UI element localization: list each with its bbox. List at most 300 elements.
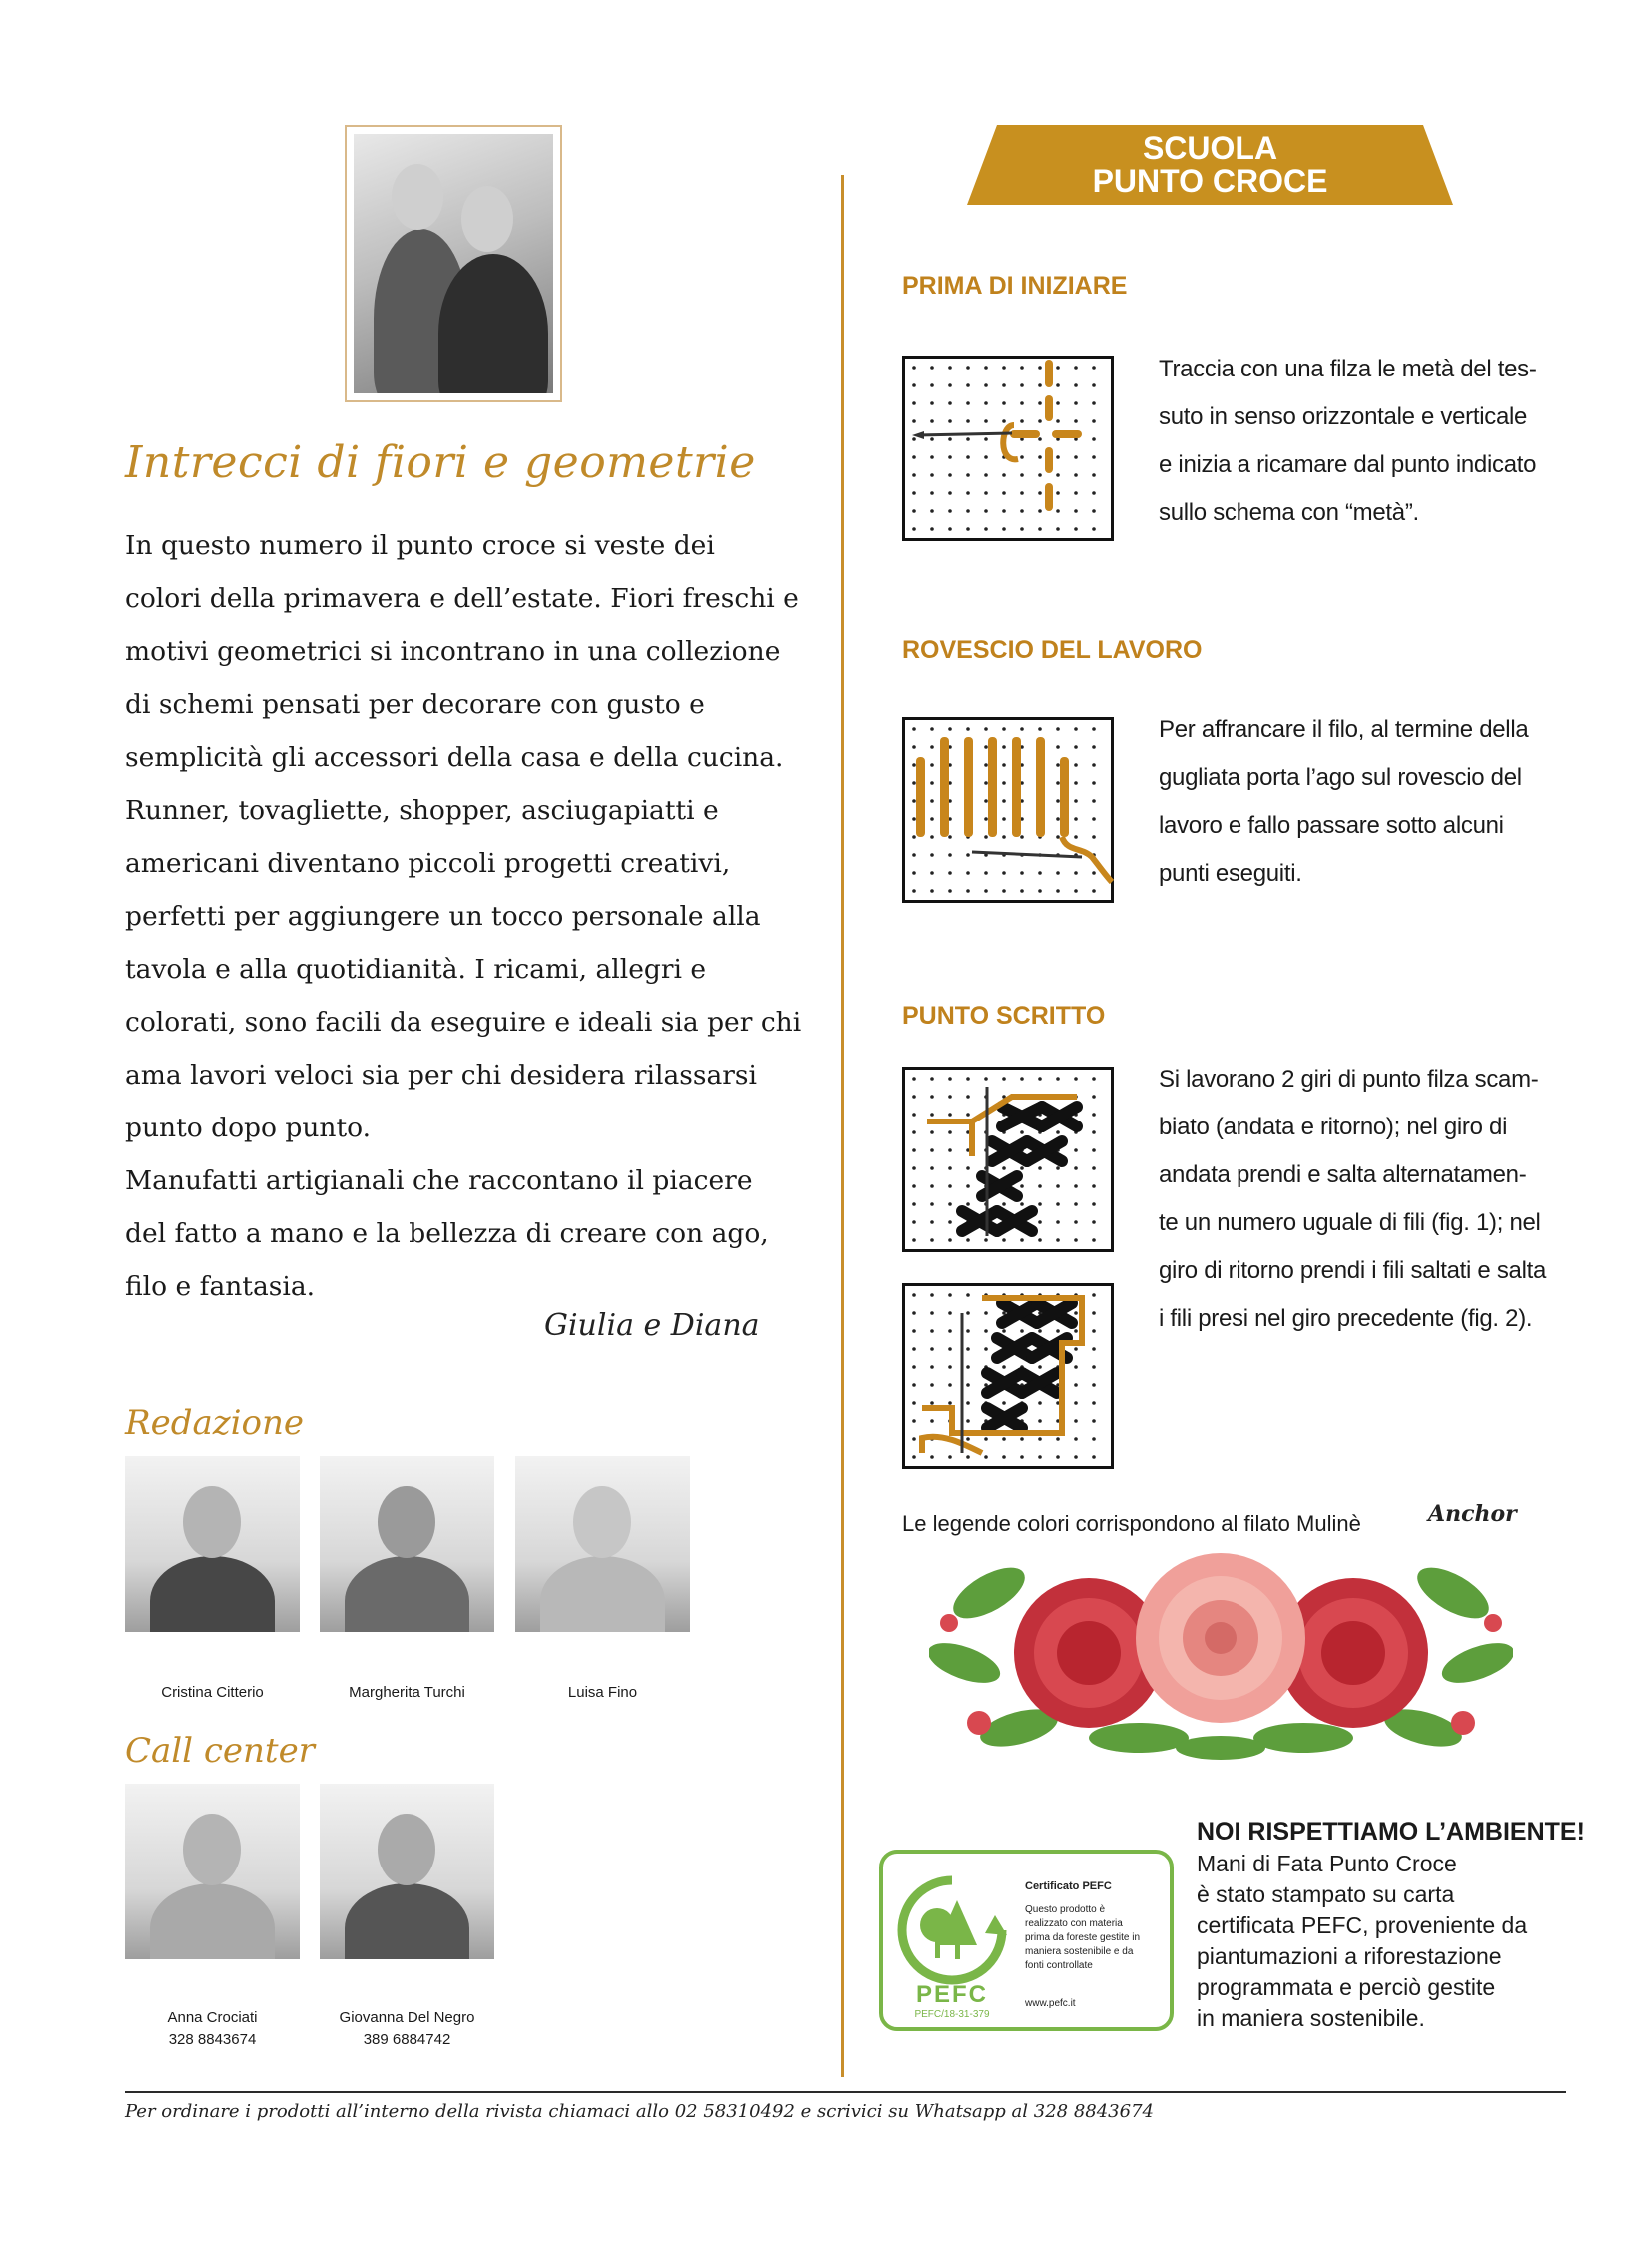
- fabric-dot: [984, 473, 988, 477]
- fabric-dot: [984, 835, 988, 839]
- fabric-dot: [966, 727, 970, 731]
- fabric-dot: [930, 527, 934, 531]
- editorial-text: [125, 519, 804, 1313]
- fabric-dot: [930, 817, 934, 821]
- fabric-dot: [948, 1293, 952, 1297]
- fabric-dot: [966, 419, 970, 423]
- section-line: sullo schema con “metà”.: [1159, 499, 1419, 526]
- fabric-dot: [1002, 889, 1006, 893]
- fabric-dot: [1056, 401, 1060, 405]
- fabric-dot: [984, 1437, 988, 1441]
- fabric-dot: [948, 473, 952, 477]
- staff-photo-margherita: [320, 1456, 494, 1632]
- fabric-dot: [1056, 781, 1060, 785]
- environment-line: certificata PEFC, proveniente da: [1197, 1912, 1528, 1938]
- fabric-dot: [984, 1329, 988, 1333]
- fabric-dot: [1002, 383, 1006, 387]
- fabric-dot: [1074, 1401, 1078, 1405]
- fabric-dot: [1002, 1166, 1006, 1170]
- fabric-dot: [1038, 1455, 1042, 1459]
- fabric-dot: [1002, 1401, 1006, 1405]
- pefc-line: Questo prodotto è: [1025, 1904, 1106, 1915]
- diagram-punto-scritto-fig1: [902, 1067, 1114, 1252]
- fabric-dot: [948, 1113, 952, 1117]
- editorial-line: filo e fantasia.: [125, 1271, 316, 1302]
- fabric-dot: [984, 781, 988, 785]
- fabric-dot: [1092, 527, 1096, 531]
- pefc-line: maniera sostenibile e da: [1025, 1946, 1134, 1957]
- fabric-dot: [1074, 1419, 1078, 1423]
- section-line: gugliata porta l’ago sul rovescio del: [1159, 764, 1522, 791]
- staff-photo-luisa: [515, 1456, 690, 1632]
- fabric-dot: [1074, 835, 1078, 839]
- fabric-dot: [1092, 419, 1096, 423]
- fabric-dot: [948, 437, 952, 441]
- fabric-dot: [1038, 1238, 1042, 1242]
- fabric-dot: [984, 366, 988, 370]
- fabric-dot: [1056, 745, 1060, 749]
- fabric-dot: [930, 1401, 934, 1405]
- fabric-dot: [1092, 745, 1096, 749]
- fabric-dot: [912, 1383, 916, 1387]
- fabric-dot: [1056, 1077, 1060, 1081]
- fabric-dot: [1038, 437, 1042, 441]
- fabric-dot: [1092, 1113, 1096, 1117]
- fabric-dot: [1002, 419, 1006, 423]
- fabric-dot: [966, 1293, 970, 1297]
- environment-title: NOI RISPETTIAMO L’AMBIENTE!: [1197, 1818, 1585, 1846]
- section-line: Si lavorano 2 giri di punto filza scam-: [1159, 1066, 1539, 1093]
- fabric-dot: [912, 1220, 916, 1224]
- fabric-dot: [1002, 1202, 1006, 1206]
- fabric-dot: [930, 509, 934, 513]
- fabric-dot: [1092, 1095, 1096, 1099]
- fabric-dot: [1020, 1184, 1024, 1188]
- fabric-dot: [984, 419, 988, 423]
- fabric-dot: [1056, 1238, 1060, 1242]
- fabric-dot: [1020, 1077, 1024, 1081]
- fabric-dot: [930, 1311, 934, 1315]
- staff-name: Luisa Fino: [567, 1684, 638, 1701]
- fabric-dot: [966, 383, 970, 387]
- fabric-dot: [966, 491, 970, 495]
- fabric-dot: [948, 1130, 952, 1134]
- fabric-dot: [912, 1293, 916, 1297]
- fabric-dot: [912, 1184, 916, 1188]
- fabric-dot: [930, 437, 934, 441]
- editorial-line: perfetti per aggiungere un tocco personale alla: [125, 901, 761, 932]
- fabric-dot: [1092, 727, 1096, 731]
- staff-photo-anna: [125, 1784, 300, 1959]
- fabric-dot: [984, 383, 988, 387]
- editorial-line: colorati, sono facili da eseguire e ideali sia per chi: [125, 1007, 802, 1038]
- environment-text: [1197, 1849, 1566, 2034]
- fabric-dot: [948, 366, 952, 370]
- fabric-dot: [1038, 527, 1042, 531]
- fabric-dot: [930, 853, 934, 857]
- redazione-title: Redazione: [125, 1403, 305, 1443]
- fabric-dot: [1038, 1419, 1042, 1423]
- fabric-dot: [1056, 1166, 1060, 1170]
- fabric-dot: [966, 1347, 970, 1351]
- section-line: punti eseguiti.: [1159, 860, 1302, 887]
- editorial-line: di schemi pensati per decorare con gusto e: [125, 689, 705, 720]
- fabric-dot: [1074, 1311, 1078, 1315]
- fabric-dot: [1002, 781, 1006, 785]
- fabric-dot: [1002, 727, 1006, 731]
- fabric-dot: [930, 401, 934, 405]
- fabric-dot: [1056, 1220, 1060, 1224]
- fabric-dot: [912, 1347, 916, 1351]
- fabric-dot: [1092, 1130, 1096, 1134]
- fabric-dot: [1020, 419, 1024, 423]
- fabric-dot: [1020, 1238, 1024, 1242]
- fabric-dot: [912, 889, 916, 893]
- fabric-dot: [1092, 817, 1096, 821]
- fabric-dot: [1092, 383, 1096, 387]
- fabric-dot: [984, 745, 988, 749]
- pefc-code: PEFC/18-31-379: [914, 2009, 990, 2020]
- fabric-dot: [1020, 491, 1024, 495]
- fabric-dot: [1092, 1383, 1096, 1387]
- fabric-dot: [948, 1329, 952, 1333]
- fabric-dot: [984, 889, 988, 893]
- editorial-line: Manufatti artigianali che raccontano il piacere: [125, 1165, 753, 1196]
- section-line: suto in senso orizzontale e verticale: [1159, 403, 1528, 430]
- fabric-dot: [1038, 383, 1042, 387]
- fabric-dot: [1002, 509, 1006, 513]
- section-text-scritto: [1159, 1056, 1546, 1343]
- fabric-dot: [1002, 1437, 1006, 1441]
- fabric-dot: [930, 835, 934, 839]
- fabric-dot: [1074, 1383, 1078, 1387]
- staff-photo-giovanna: [320, 1784, 494, 1959]
- fabric-dot: [912, 1202, 916, 1206]
- fabric-dot: [930, 1329, 934, 1333]
- fabric-dot: [984, 1238, 988, 1242]
- fabric-dot: [1074, 1365, 1078, 1369]
- fabric-dot: [930, 491, 934, 495]
- fabric-dot: [966, 1113, 970, 1117]
- fabric-dot: [1074, 1455, 1078, 1459]
- column-divider: [841, 175, 844, 2077]
- fabric-dot: [1038, 401, 1042, 405]
- section-line: Per affrancare il filo, al termine della: [1159, 716, 1529, 743]
- fabric-dot: [1002, 763, 1006, 767]
- editorial-line: ama lavori veloci sia per chi desidera rilassarsi: [125, 1060, 757, 1091]
- fabric-dot: [930, 1130, 934, 1134]
- fabric-dot: [984, 799, 988, 803]
- fabric-dot: [984, 491, 988, 495]
- fabric-dot: [1020, 727, 1024, 731]
- fabric-dot: [1002, 871, 1006, 875]
- fabric-dot: [1038, 1166, 1042, 1170]
- fabric-dot: [984, 727, 988, 731]
- fabric-dot: [1038, 1437, 1042, 1441]
- fabric-dot: [1056, 727, 1060, 731]
- fabric-dot: [1074, 366, 1078, 370]
- anchor-logo: Anchor: [1428, 1501, 1517, 1527]
- fabric-dot: [1038, 889, 1042, 893]
- fabric-dot: [948, 455, 952, 459]
- fabric-dot: [1074, 491, 1078, 495]
- fabric-dot: [966, 1437, 970, 1441]
- fabric-dot: [1038, 1220, 1042, 1224]
- fabric-dot: [1074, 473, 1078, 477]
- fabric-dot: [930, 1148, 934, 1152]
- fabric-dot: [1056, 491, 1060, 495]
- fabric-dot: [984, 871, 988, 875]
- fabric-dot: [912, 419, 916, 423]
- fabric-dot: [984, 1455, 988, 1459]
- fabric-dot: [966, 1455, 970, 1459]
- fabric-dot: [912, 1329, 916, 1333]
- fabric-dot: [1092, 799, 1096, 803]
- pefc-line: realizzato con materia: [1025, 1918, 1123, 1929]
- fabric-dot: [966, 1184, 970, 1188]
- fabric-dot: [1038, 1401, 1042, 1405]
- cross-stitch-roses-illustration: [929, 1553, 1513, 1763]
- fabric-dot: [948, 1311, 952, 1315]
- fabric-dot: [1092, 1220, 1096, 1224]
- fabric-dot: [948, 1166, 952, 1170]
- fabric-dot: [1002, 401, 1006, 405]
- section-text-prima: [1159, 346, 1537, 537]
- fabric-dot: [1020, 871, 1024, 875]
- fabric-dot: [1074, 527, 1078, 531]
- fabric-dot: [930, 383, 934, 387]
- diagram-rovescio-del-lavoro: [902, 717, 1114, 903]
- fabric-dot: [1056, 383, 1060, 387]
- fabric-dot: [1056, 509, 1060, 513]
- pefc-line: fonti controllate: [1025, 1960, 1093, 1971]
- fabric-dot: [1038, 1202, 1042, 1206]
- fabric-dot: [912, 727, 916, 731]
- fabric-dot: [1038, 727, 1042, 731]
- fabric-dot: [912, 527, 916, 531]
- fabric-dot: [948, 727, 952, 731]
- fabric-dot: [1056, 1437, 1060, 1441]
- fabric-dot: [984, 817, 988, 821]
- fabric-dot: [984, 455, 988, 459]
- fabric-dot: [1074, 1238, 1078, 1242]
- fabric-dot: [912, 817, 916, 821]
- fabric-dot: [984, 527, 988, 531]
- section-line: biato (andata e ritorno); nel giro di: [1159, 1114, 1508, 1140]
- fabric-dot: [966, 1401, 970, 1405]
- fabric-dot: [1002, 366, 1006, 370]
- pefc-logo-text: PEFC: [915, 1981, 988, 2008]
- fabric-dot: [966, 473, 970, 477]
- fabric-dot: [912, 1077, 916, 1081]
- fabric-dot: [1020, 527, 1024, 531]
- staff-photo-cristina: [125, 1456, 300, 1632]
- fabric-dot: [948, 853, 952, 857]
- fabric-dot: [1074, 1202, 1078, 1206]
- fabric-dot: [1038, 1077, 1042, 1081]
- fabric-dot: [1092, 1148, 1096, 1152]
- fabric-dot: [966, 1419, 970, 1423]
- fabric-dot: [912, 1455, 916, 1459]
- fabric-dot: [1092, 835, 1096, 839]
- pefc-description: [1025, 1903, 1170, 1973]
- fabric-dot: [1002, 745, 1006, 749]
- fabric-dot: [1038, 509, 1042, 513]
- fabric-dot: [1092, 1401, 1096, 1405]
- pefc-certificate-box: [879, 1850, 1174, 2031]
- section-line: giro di ritorno prendi i fili saltati e salta: [1159, 1257, 1547, 1284]
- fabric-dot: [930, 1455, 934, 1459]
- fabric-dot: [984, 763, 988, 767]
- fabric-dot: [966, 455, 970, 459]
- fabric-dot: [948, 871, 952, 875]
- fabric-dot: [966, 1329, 970, 1333]
- fabric-dot: [1038, 473, 1042, 477]
- fabric-dot: [1092, 1311, 1096, 1315]
- fabric-dot: [1074, 1220, 1078, 1224]
- fabric-dot: [1074, 419, 1078, 423]
- fabric-dot: [1092, 1347, 1096, 1351]
- fabric-dot: [1092, 1202, 1096, 1206]
- fabric-dot: [1074, 1184, 1078, 1188]
- fabric-dot: [912, 1419, 916, 1423]
- fabric-dot: [966, 871, 970, 875]
- fabric-dot: [930, 1202, 934, 1206]
- fabric-dot: [948, 1077, 952, 1081]
- fabric-dot: [1074, 871, 1078, 875]
- fabric-dot: [1092, 1419, 1096, 1423]
- fabric-dot: [912, 473, 916, 477]
- editorial-line: americani diventano piccoli progetti creativi,: [125, 848, 731, 879]
- fabric-dot: [1092, 1293, 1096, 1297]
- call-center-title: Call center: [125, 1731, 315, 1771]
- fabric-dot: [1074, 727, 1078, 731]
- fabric-dot: [1002, 835, 1006, 839]
- fabric-dot: [1056, 1130, 1060, 1134]
- fabric-dot: [1092, 509, 1096, 513]
- fabric-dot: [948, 491, 952, 495]
- fabric-dot: [948, 1148, 952, 1152]
- fabric-dot: [984, 401, 988, 405]
- fabric-dot: [1092, 473, 1096, 477]
- fabric-dot: [948, 1202, 952, 1206]
- editorial-line: tavola e alla quotidianità. I ricami, allegri e: [125, 954, 707, 985]
- fabric-dot: [1074, 401, 1078, 405]
- fabric-dot: [930, 1347, 934, 1351]
- section-line: lavoro e fallo passare sotto alcuni: [1159, 812, 1504, 839]
- fabric-dot: [930, 1166, 934, 1170]
- fabric-dot: [912, 1238, 916, 1242]
- diagram-punto-scritto-fig2: [902, 1283, 1114, 1469]
- fabric-dot: [1056, 871, 1060, 875]
- fabric-dot: [912, 871, 916, 875]
- fabric-dot: [912, 1130, 916, 1134]
- fabric-dot: [1038, 419, 1042, 423]
- fabric-dot: [912, 1166, 916, 1170]
- footer-rule: [125, 2091, 1566, 2093]
- fabric-dot: [966, 401, 970, 405]
- fabric-dot: [1002, 799, 1006, 803]
- fabric-dot: [1002, 1365, 1006, 1369]
- diagram-prima-di-iniziare: [902, 356, 1114, 541]
- fabric-dot: [1092, 401, 1096, 405]
- fabric-dot: [1092, 781, 1096, 785]
- fabric-dot: [1092, 455, 1096, 459]
- fabric-dot: [912, 1095, 916, 1099]
- fabric-dot: [1074, 1166, 1078, 1170]
- fabric-dot: [1002, 1238, 1006, 1242]
- fabric-dot: [912, 1148, 916, 1152]
- fabric-dot: [930, 763, 934, 767]
- fabric-dot: [1056, 817, 1060, 821]
- fabric-dot: [948, 1095, 952, 1099]
- fabric-dot: [948, 835, 952, 839]
- fabric-dot: [1020, 509, 1024, 513]
- fabric-dot: [912, 1401, 916, 1405]
- fabric-dot: [984, 1347, 988, 1351]
- editorial-title: Intrecci di fiori e geometrie: [125, 437, 756, 488]
- fabric-dot: [984, 437, 988, 441]
- fabric-dot: [1038, 871, 1042, 875]
- fabric-dot: [1074, 1437, 1078, 1441]
- fabric-dot: [966, 1311, 970, 1315]
- fabric-dot: [1002, 817, 1006, 821]
- fabric-dot: [1092, 1329, 1096, 1333]
- fabric-dot: [1020, 1202, 1024, 1206]
- banner-line: SCUOLA: [1142, 130, 1278, 166]
- fabric-dot: [966, 527, 970, 531]
- fabric-dot: [1020, 1437, 1024, 1441]
- section-line: e inizia a ricamare dal punto indicato: [1159, 451, 1537, 478]
- fabric-dot: [1056, 1184, 1060, 1188]
- environment-line: in maniera sostenibile.: [1197, 2005, 1425, 2031]
- editorial-line: punto dopo punto.: [125, 1113, 372, 1143]
- fabric-dot: [912, 491, 916, 495]
- fabric-dot: [966, 889, 970, 893]
- fabric-dot: [948, 509, 952, 513]
- fabric-dot: [1092, 763, 1096, 767]
- fabric-dot: [1092, 491, 1096, 495]
- section-title-prima: PRIMA DI INIZIARE: [902, 272, 1128, 300]
- school-banner-text: [967, 132, 1453, 198]
- fabric-dot: [1020, 455, 1024, 459]
- fabric-dot: [930, 366, 934, 370]
- staff-phone: 389 6884742: [363, 2031, 451, 2048]
- fabric-dot: [1020, 1130, 1024, 1134]
- fabric-dot: [912, 1113, 916, 1117]
- fabric-dot: [1074, 799, 1078, 803]
- editorial-line: motivi geometrici si incontrano in una collezione: [125, 636, 781, 667]
- fabric-dot: [1002, 491, 1006, 495]
- fabric-dot: [1092, 1365, 1096, 1369]
- fabric-dot: [1092, 889, 1096, 893]
- section-title-scritto: PUNTO SCRITTO: [902, 1002, 1106, 1030]
- fabric-dot: [1074, 1148, 1078, 1152]
- section-line: andata prendi e salta alternatamen-: [1159, 1161, 1527, 1188]
- fabric-dot: [930, 455, 934, 459]
- fabric-dot: [912, 1365, 916, 1369]
- fabric-dot: [912, 1437, 916, 1441]
- fabric-dot: [1002, 527, 1006, 531]
- fabric-dot: [948, 1184, 952, 1188]
- fabric-dot: [1092, 1437, 1096, 1441]
- fabric-dot: [930, 1095, 934, 1099]
- fabric-dot: [1074, 509, 1078, 513]
- fabric-dot: [1038, 455, 1042, 459]
- fabric-dot: [1038, 1365, 1042, 1369]
- fabric-dot: [1020, 473, 1024, 477]
- fabric-dot: [948, 1238, 952, 1242]
